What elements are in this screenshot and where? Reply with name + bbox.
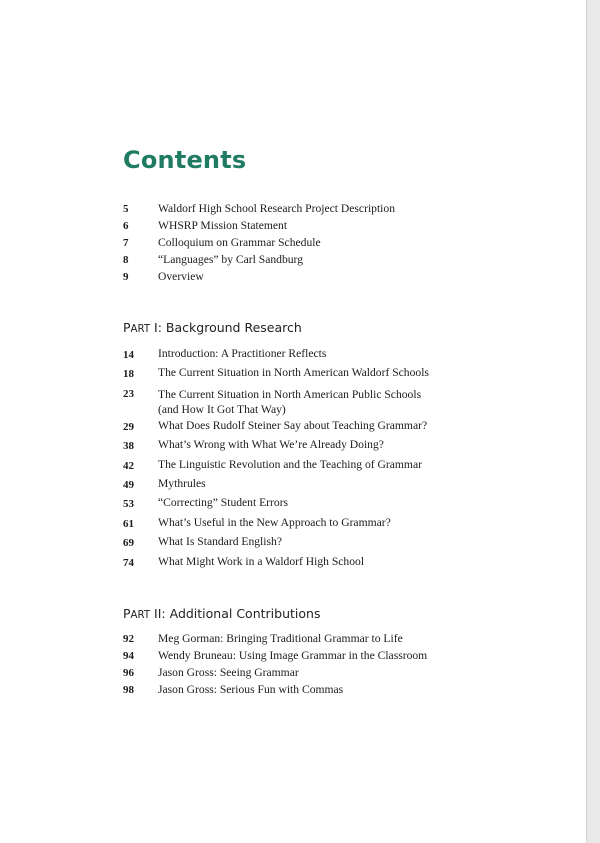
toc-page-number: 96 [123, 667, 134, 679]
toc-entry-title: What Might Work in a Waldorf High School [158, 554, 365, 568]
toc-entry-title [158, 385, 543, 417]
toc-front-matter [123, 201, 543, 286]
toc-entry[interactable] [123, 682, 543, 699]
part-label-initial: P [123, 320, 131, 335]
toc-page-number: 74 [123, 556, 134, 569]
toc-entry[interactable] [123, 476, 543, 495]
part-label-rest: ART [130, 324, 151, 335]
toc-entry-title: What’s Useful in the New Approach to Grammar? [158, 515, 391, 529]
toc-entry-title: “Languages” by Carl Sandburg [158, 253, 303, 266]
toc-entry-title: What’s Wrong with What We’re Already Doing? [158, 438, 384, 452]
toc-entry[interactable] [123, 218, 543, 235]
toc-entry[interactable] [123, 437, 543, 456]
toc-entry[interactable] [123, 418, 543, 437]
toc-entry-title: Jason Gross: Serious Fun with Commas [158, 683, 344, 696]
part-label-initial: P [123, 606, 131, 621]
toc-part-1 [123, 346, 543, 573]
toc-entry[interactable] [123, 385, 543, 418]
toc-entry-title: Introduction: A Practitioner Reflects [158, 347, 327, 360]
toc-page-number: 98 [123, 684, 134, 696]
part-2-heading [123, 606, 320, 621]
toc-page-number: 9 [123, 271, 129, 283]
toc-entry[interactable] [123, 457, 543, 476]
toc-page-number: 23 [123, 387, 134, 400]
toc-entry-title-line: (and How It Got That Way) [158, 402, 286, 416]
toc-entry-title: The Current Situation in North American Waldorf Schools [158, 366, 429, 380]
toc-entry-title: Mythrules [158, 477, 206, 491]
toc-page-number: 69 [123, 537, 134, 550]
toc-entry[interactable] [123, 346, 543, 365]
toc-page-number: 38 [123, 440, 134, 453]
toc-entry[interactable] [123, 631, 543, 648]
toc-entry[interactable] [123, 269, 543, 286]
toc-page-number: 61 [123, 517, 134, 530]
part-1-heading [123, 320, 302, 335]
toc-entry-title: Meg Gorman: Bringing Traditional Grammar to Life [158, 632, 403, 645]
toc-page-number: 7 [123, 237, 129, 249]
toc-entry[interactable] [123, 201, 543, 218]
toc-page-number: 6 [123, 220, 129, 232]
toc-part-2 [123, 631, 543, 699]
toc-entry[interactable] [123, 648, 543, 665]
toc-entry[interactable] [123, 665, 543, 682]
toc-entry-title: The Linguistic Revolution and the Teaching of Grammar [158, 457, 422, 471]
page-title: Contents [123, 146, 247, 174]
toc-entry-title: What Does Rudolf Steiner Say about Teaching Grammar? [158, 418, 428, 432]
toc-entry[interactable] [123, 554, 543, 573]
part-label-rest: ART [130, 610, 151, 621]
toc-entry-title: WHSRP Mission Statement [158, 219, 288, 232]
toc-page-number: 53 [123, 498, 134, 511]
toc-entry-title: Wendy Bruneau: Using Image Grammar in the Classroom [158, 649, 428, 662]
toc-entry-title: What Is Standard English? [158, 535, 282, 549]
toc-page-number: 29 [123, 420, 134, 433]
toc-page-number: 8 [123, 254, 129, 266]
toc-entry[interactable] [123, 252, 543, 269]
toc-entry-title-line: The Current Situation in North American Public Schools [158, 387, 422, 401]
toc-entry-title: Colloquium on Grammar Schedule [158, 236, 321, 249]
toc-page-number: 18 [123, 368, 134, 381]
toc-page-number: 14 [123, 349, 134, 361]
toc-entry[interactable] [123, 495, 543, 514]
toc-entry[interactable] [123, 235, 543, 252]
toc-page-number: 92 [123, 633, 134, 645]
toc-entry-title: Waldorf High School Research Project Description [158, 202, 395, 215]
toc-entry-title: “Correcting” Student Errors [158, 496, 289, 510]
toc-page-number: 94 [123, 650, 134, 662]
toc-page-number: 5 [123, 203, 129, 215]
toc-page-number: 49 [123, 479, 134, 492]
toc-entry-title: Jason Gross: Seeing Grammar [158, 666, 299, 679]
toc-entry[interactable] [123, 534, 543, 553]
part-title: II: Additional Contributions [150, 606, 321, 621]
toc-page-number: 42 [123, 459, 134, 472]
part-title: I: Background Research [150, 320, 302, 335]
toc-entry[interactable] [123, 365, 543, 384]
toc-entry-title: Overview [158, 270, 204, 283]
toc-entry[interactable] [123, 515, 543, 534]
